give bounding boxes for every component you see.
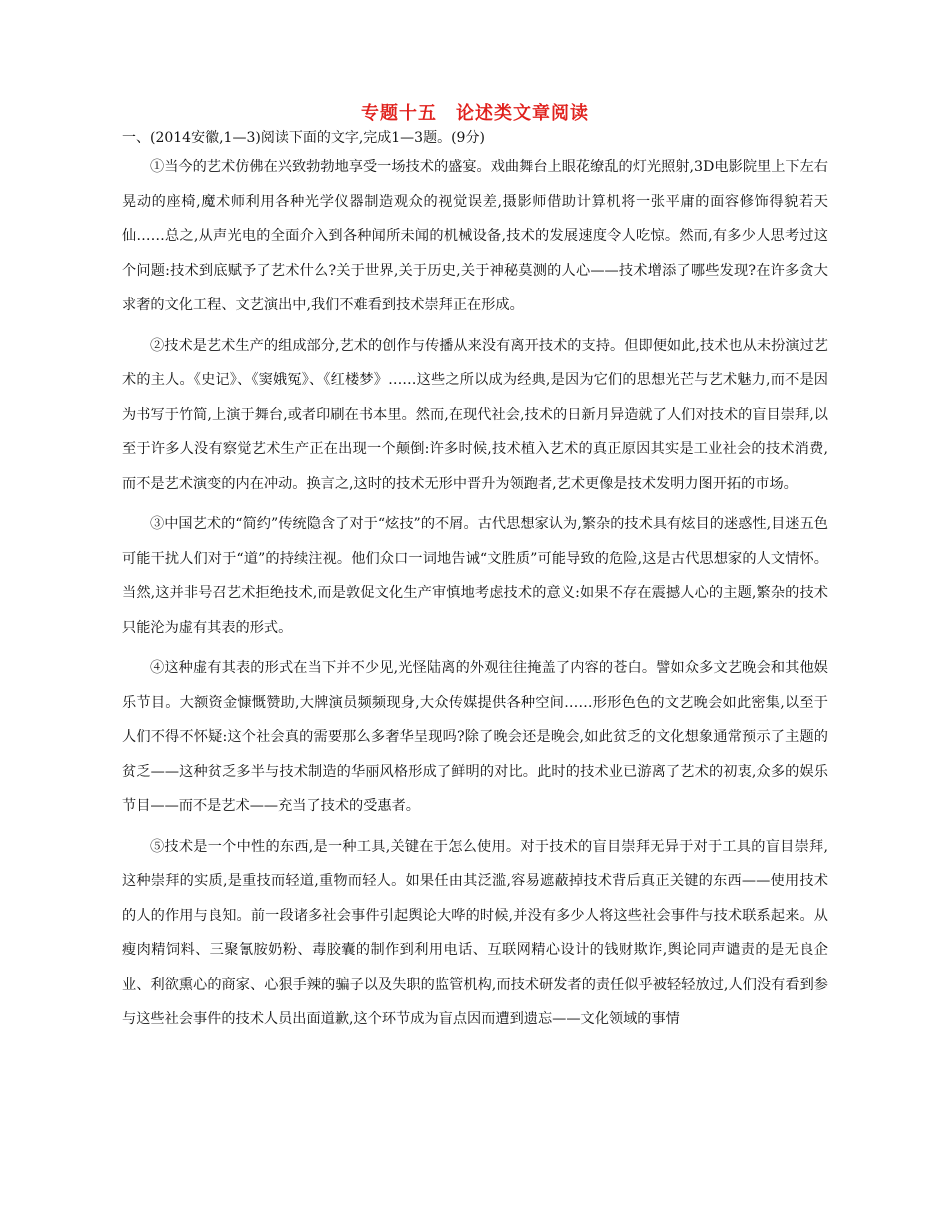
article-body (122, 150, 828, 1037)
paragraph-4: ④这种虚有其表的形式在当下并不少见,光怪陆离的外观往往掩盖了内容的苍白。譬如众多文艺晚会和其他娱乐节目。大额资金慷慨赞助,大牌演员频频现身,大众传媒提供各种空间……形形色色的文艺晚会如此密集,以至于人们不得不怀疑:这个社会真的需要那么多奢华呈现吗?除了晚会还是晚会,如此贫乏的文化想象通常预示了主题的贫乏——这种贫乏多半与技术制造的华丽风格形成了鲜明的对比。此时的技术业已游离了艺术的初衷,众多的娱乐节目——而不是艺术——充当了技术的受惠者。 (122, 660, 828, 814)
paragraph-5: ⑤技术是一个中性的东西,是一种工具,关键在于怎么使用。对于技术的盲目崇拜无异于对于工具的盲目崇拜,这种崇拜的实质,是重技而轻道,重物而轻人。如果任由其泛滥,容易遮蔽掉技术背后真正关键的东西——使用技术的人的作用与良知。前一段诸多社会事件引起舆论大哗的时候,并没有多少人将这些社会事件与技术联系起来。从瘦肉精饲料、三聚氰胺奶粉、毒胶囊的制作到利用电话、互联网精心设计的钱财欺诈,舆论同声谴责的是无良企业、利欲熏心的商家、心狠手辣的骗子以及失职的监管机构,而技术研发者的责任似乎被轻轻放过,人们没有看到参与这些社会事件的技术人员出面道歉,这个环节成为盲点因而遭到遗忘——文化领域的事情 (122, 838, 828, 1027)
paragraph-1: ①当今的艺术仿佛在兴致勃勃地享受一场技术的盛宴。戏曲舞台上眼花缭乱的灯光照射,3D电影院里上下左右晃动的座椅,魔术师利用各种光学仪器制造观众的视觉误差,摄影师借助计算机将一张平庸的面容修饰得貌若天仙……总之,从声光电的全面介入到各种闻所未闻的机械设备,技术的发展速度令人吃惊。然而,有多少人思考过这个问题:技术到底赋予了艺术什么?关于世界,关于历史,关于神秘莫测的人心——技术增添了哪些发现?在许多贪大求奢的文化工程、文艺演出中,我们不难看到技术崇拜正在形成。 (122, 159, 828, 313)
question-instruction: 一、(2014安徽,1—3)阅读下面的文字,完成1—3题。(9分) (122, 130, 485, 146)
paragraph-2: ②技术是艺术生产的组成部分,艺术的创作与传播从来没有离开技术的支持。但即便如此,技术也从未扮演过艺术的主人。《史记》、《窦娥冤》、《红楼梦》……这些之所以成为经典,是因为它们的思想光芒与艺术魅力,而不是因为书写于竹简,上演于舞台,或者印刷在书本里。然而,在现代社会,技术的日新月异造就了人们对技术的盲目崇拜,以至于许多人没有察觉艺术生产正在出现一个颠倒:许多时候,技术植入艺术的真正原因其实是工业社会的技术消费,而不是艺术演变的内在冲动。换言之,这时的技术无形中晋升为领跑者,艺术更像是技术发明力图开拓的市场。 (122, 337, 828, 492)
paragraph-3: ③中国艺术的“简约”传统隐含了对于“炫技”的不屑。古代思想家认为,繁杂的技术具有炫目的迷惑性,目迷五色可能干扰人们对于“道”的持续注视。他们众口一词地告诫“文胜质”可能导致的危险,这是古代思想家的人文情怀。当然,这并非号召艺术拒绝技术,而是敦促文化生产审慎地考虑技术的意义:如果不存在震撼人心的主题,繁杂的技术只能沦为虚有其表的形式。 (122, 516, 828, 636)
document-title: 专题十五 论述类文章阅读 (361, 103, 589, 124)
